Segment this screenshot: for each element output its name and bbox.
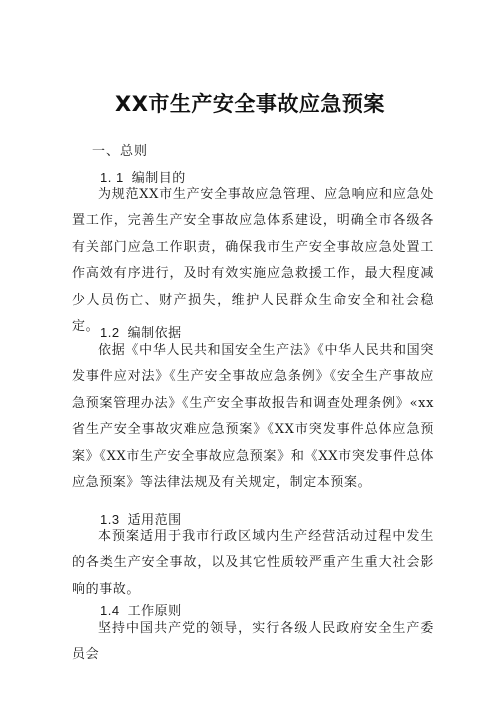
document-title: XX市生产安全事故应急预案 (115, 92, 385, 116)
subsection-title: 编制目的 (131, 171, 186, 186)
paragraph-basis: 依据《中华人民共和国安全生产法》《中华人民共和国突发事件应对法》《生产安全事故应急条例》《安全生产事故应急预案管理办法》《生产安全事故报告和调查处理条例》«xx省生产安全事故灾难应急预案》《XX市突发事件总体应急预案》《XX市生产安全事故应急预案》和《XX市突发事件总体应急预案》等法律法规及有关规定，制定本预案。 (72, 343, 434, 491)
paragraph-purpose: 为规范XX市生产安全事故应急管理、应急响应和应急处置工作，完善生产安全事故应急体系建设，明确全市各级各有关部门应急工作职责，确保我市生产安全事故应急处置工作高效有序进行，及时有效实施应急救援工作，最大程度减少人员伤亡、财产损失，维护人民群众生命安全和社会稳定。 (72, 187, 434, 335)
subsection-number: 1. 1 (100, 170, 124, 185)
subsection-number: 1.3 (100, 512, 120, 527)
subsection-title: 编制依据 (127, 326, 182, 341)
section-heading-general: 一、总则 (92, 144, 149, 159)
subsection-title: 工作原则 (127, 604, 182, 619)
paragraph-principles: 坚持中国共产党的领导，实行各级人民政府安全生产委员会 (72, 621, 434, 663)
paragraph-scope: 本预案适用于我市行政区域内生产经营活动过程中发生的各类生产安全事故，以及其它性质较严重产生重大社会影响的事故。 (72, 529, 434, 597)
subsection-number: 1.2 (100, 325, 120, 340)
subsection-number: 1.4 (100, 603, 120, 618)
subsection-title: 适用范围 (127, 513, 182, 528)
